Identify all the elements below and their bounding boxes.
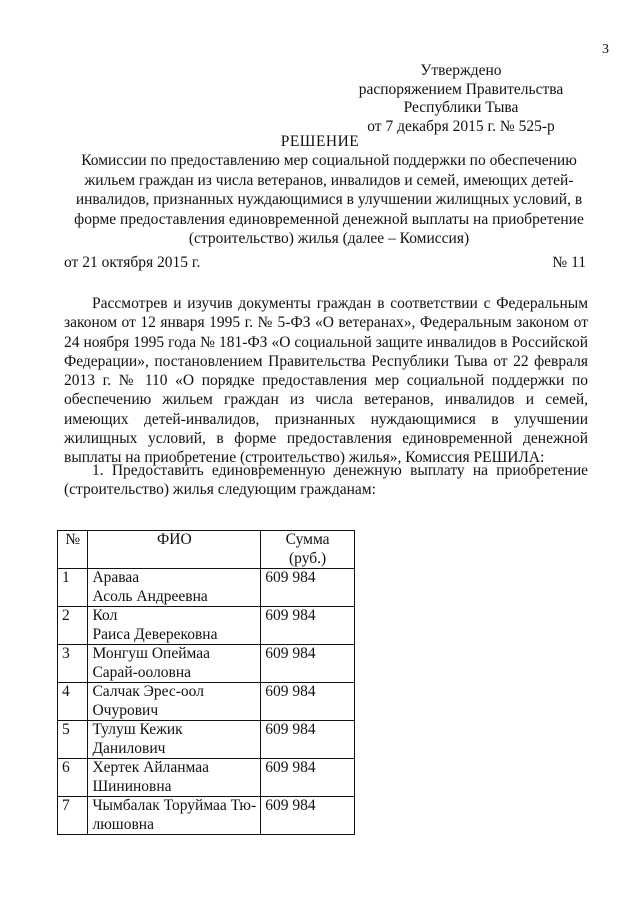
row-sum: 609 984 bbox=[261, 569, 355, 607]
approval-stamp bbox=[341, 62, 581, 136]
row-sum: 609 984 bbox=[261, 683, 355, 721]
row-name bbox=[88, 645, 261, 683]
header-num: № bbox=[58, 531, 88, 569]
name-line-2: Очурович bbox=[92, 701, 159, 719]
document-subtitle: Комиссии по предоставлению мер социальной поддержки по обеспечению жильем граждан из числа ветеранов, инвалидов и семей, имеющих детей-инвалидов, признанных нуждающимися в улучшении жилищных условий, в форме предоставления единовременной денежной выплаты на приобретение (строительство) жилья (далее – Комиссия) bbox=[74, 152, 584, 247]
row-num: 3 bbox=[58, 645, 88, 683]
row-name bbox=[88, 721, 261, 759]
page-number: 3 bbox=[602, 42, 609, 57]
name-line-1: Тулуш Кежик bbox=[92, 721, 183, 738]
document-title: РЕШЕНИЕ bbox=[280, 133, 360, 150]
name-line-1: Чымбалак Торуймаа Тю- bbox=[92, 797, 257, 814]
row-name bbox=[88, 797, 261, 835]
table-row bbox=[58, 721, 355, 759]
date-number-line bbox=[64, 253, 586, 273]
table-row bbox=[58, 683, 355, 721]
approval-line: Республики Тыва bbox=[403, 99, 519, 116]
approval-line: Утверждено bbox=[420, 62, 502, 79]
point-one-paragraph: 1. Предоставить единовременную денежную выплату на приобретение (строительство) жилья следующим гражданам: bbox=[64, 462, 588, 499]
row-sum: 609 984 bbox=[261, 797, 355, 835]
name-line-1: Хертек Айланмаа bbox=[92, 759, 210, 776]
name-line-2: Шининовна bbox=[92, 777, 172, 795]
row-num: 1 bbox=[58, 569, 88, 607]
name-line-2: люшовна bbox=[92, 815, 154, 833]
header-name: ФИО bbox=[88, 531, 261, 569]
row-name bbox=[88, 759, 261, 797]
name-line-1: Араваа bbox=[92, 569, 140, 586]
table-row bbox=[58, 759, 355, 797]
name-line-2: Раиса Деверековна bbox=[92, 625, 218, 643]
approval-line: распоряжением Правительства bbox=[358, 80, 564, 98]
name-line-1: Салчак Эрес-оол bbox=[92, 683, 204, 700]
row-num: 2 bbox=[58, 607, 88, 645]
row-sum: 609 984 bbox=[261, 721, 355, 759]
table-row bbox=[58, 607, 355, 645]
row-sum: 609 984 bbox=[261, 759, 355, 797]
name-line-2: Данилович bbox=[92, 739, 166, 757]
name-line-2: Сарай-ооловна bbox=[92, 663, 192, 681]
row-num: 6 bbox=[58, 759, 88, 797]
body-paragraph: Рассмотрев и изучив документы граждан в соответствии с Федеральным законом от 12 января 1995 г. № 5-ФЗ «О ветеранах», Федеральным законом от 24 ноября 1995 года № 181-ФЗ «О социальной защите инвалидов в Российской Федерации», постановлением Правительства Республики Тыва от 22 февраля 2013 г. № 110 «О порядке предоставления мер социальной поддержки по обеспечению жильем граждан из числа ветеранов, инвалидов и семей, имеющих детей-инвалидов, признанных нуждающимися в улучшении жилищных условий, в форме предоставления единовременной денежной выплаты на приобретение (строительство) жилья», Комиссия РЕШИЛА: bbox=[64, 295, 588, 467]
row-num: 7 bbox=[58, 797, 88, 835]
decision-date: от 21 октября 2015 г. bbox=[64, 254, 201, 271]
table-row bbox=[58, 569, 355, 607]
decision-number: № 11 bbox=[552, 254, 586, 271]
name-line-1: Кол bbox=[92, 607, 118, 624]
table-header-row bbox=[58, 531, 355, 569]
name-line-1: Монгуш Опеймаа bbox=[92, 645, 210, 662]
row-sum: 609 984 bbox=[261, 607, 355, 645]
row-sum: 609 984 bbox=[261, 645, 355, 683]
table-row bbox=[58, 645, 355, 683]
recipients-table bbox=[57, 530, 355, 835]
row-num: 5 bbox=[58, 721, 88, 759]
row-num: 4 bbox=[58, 683, 88, 721]
header-sum: Сумма (руб.) bbox=[261, 531, 355, 569]
row-name bbox=[88, 569, 261, 607]
row-name bbox=[88, 607, 261, 645]
row-name bbox=[88, 683, 261, 721]
table-row bbox=[58, 797, 355, 835]
approval-line: от 7 декабря 2015 г. № 525-р bbox=[367, 117, 555, 135]
name-line-2: Асоль Андреевна bbox=[92, 587, 208, 605]
